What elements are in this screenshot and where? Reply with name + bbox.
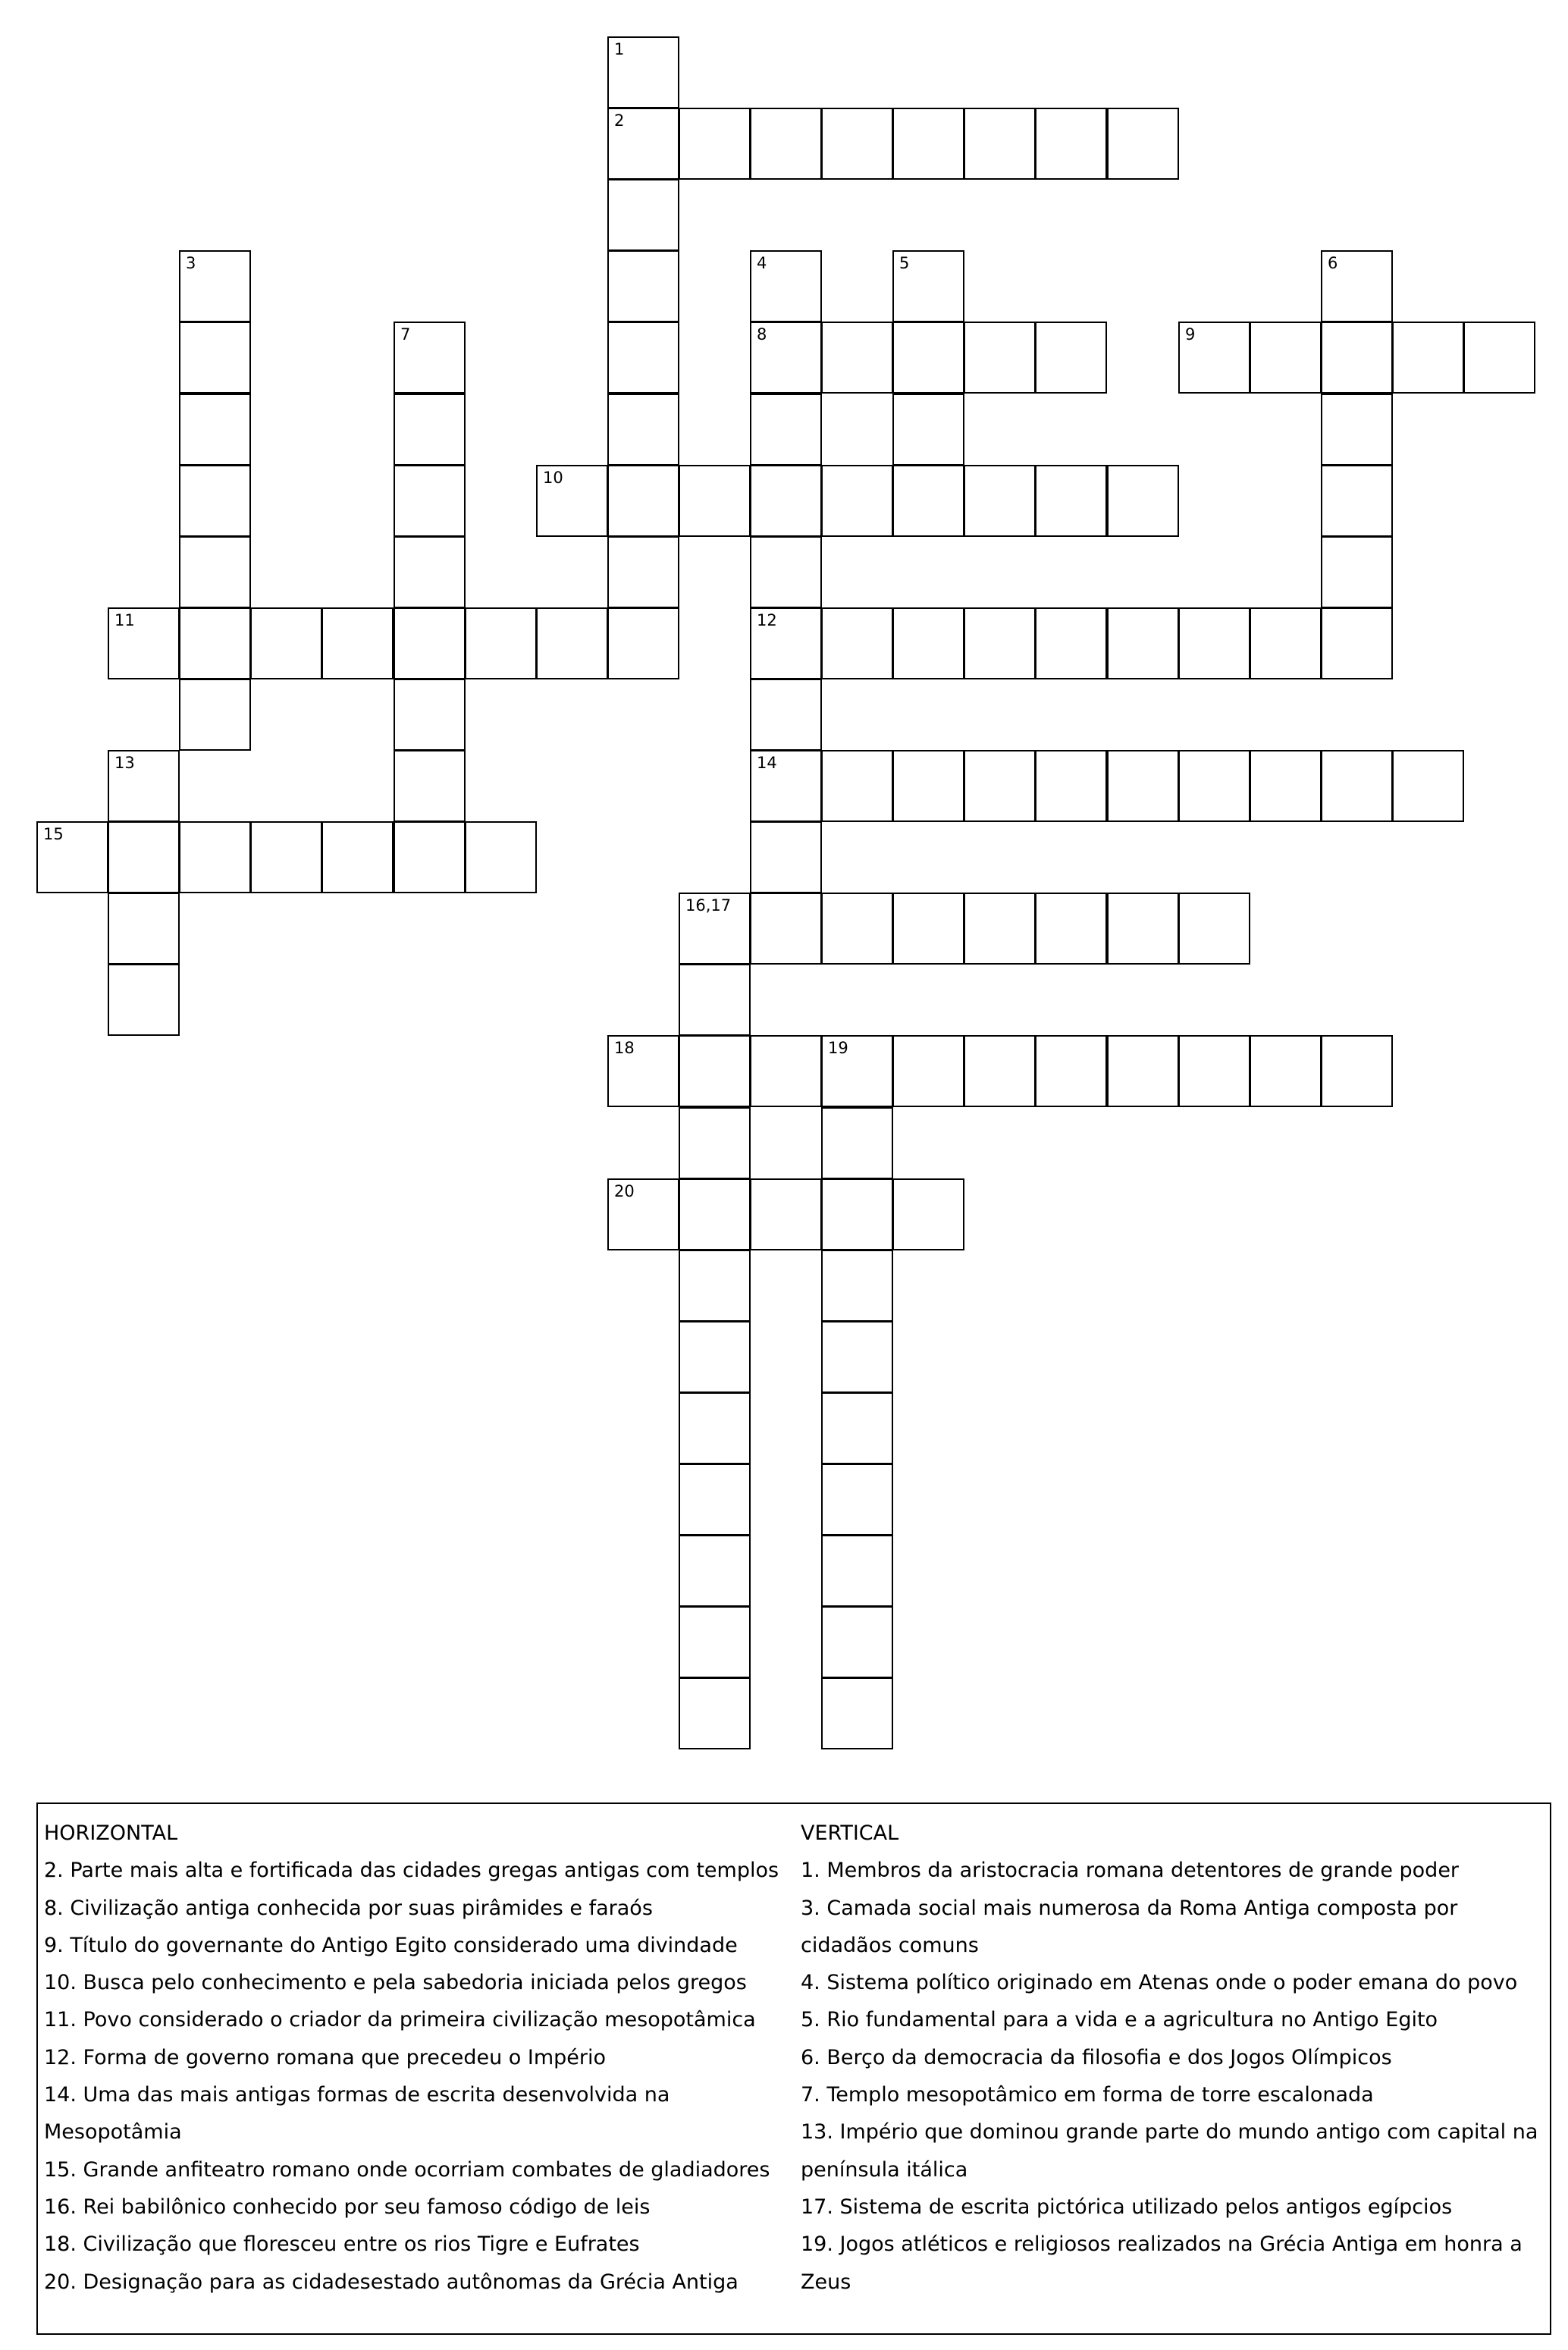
grid-cell[interactable] (607, 1035, 679, 1107)
grid-cell[interactable] (679, 108, 751, 180)
grid-cell[interactable] (607, 607, 679, 679)
grid-cell[interactable] (964, 322, 1036, 394)
grid-cell[interactable] (108, 893, 180, 965)
grid-cell[interactable] (679, 1677, 751, 1749)
grid-cell[interactable] (892, 465, 964, 537)
grid-cell[interactable] (821, 607, 893, 679)
clue-down-19: 19. Jogos atléticos e religiosos realizados na Grécia Antiga em honra a Zeus (801, 2232, 1523, 2294)
grid-cell[interactable] (250, 821, 322, 893)
grid-cell[interactable] (179, 679, 251, 751)
grid-cell[interactable] (892, 250, 964, 322)
clue-down-5: 5. Rio fundamental para a vida e a agricultura no Antigo Egito (801, 2008, 1438, 2032)
grid-cell[interactable] (1035, 322, 1107, 394)
grid-cell[interactable] (1321, 607, 1393, 679)
grid-cell[interactable] (964, 750, 1036, 822)
grid-cell[interactable] (892, 750, 964, 822)
clues-box (36, 1803, 1551, 2335)
clue-across-20: 20. Designação para as cidadesestado autônomas da Grécia Antiga (44, 2270, 739, 2294)
horizontal-clues (44, 1815, 802, 2301)
clue-across-10: 10. Busca pelo conhecimento e pela sabedoria iniciada pelos gregos (44, 1971, 747, 1995)
grid-cell[interactable] (108, 821, 180, 893)
grid-cell[interactable] (607, 250, 679, 322)
clue-number: 7 (400, 325, 411, 344)
clue-across-9: 9. Título do governante do Antigo Egito considerado uma divindade (44, 1933, 738, 1957)
grid-cell[interactable] (679, 964, 751, 1036)
grid-cell[interactable] (964, 108, 1036, 180)
grid-cell[interactable] (179, 322, 251, 394)
clue-down-3: 3. Camada social mais numerosa da Roma Antiga composta por cidadãos comuns (801, 1896, 1458, 1957)
grid-cell[interactable] (1107, 750, 1179, 822)
grid-cell[interactable] (394, 322, 466, 394)
grid-cell[interactable] (821, 1677, 893, 1749)
grid-cell[interactable] (1321, 250, 1393, 322)
grid-cell[interactable] (465, 821, 537, 893)
clue-number: 13 (114, 754, 135, 772)
grid-cell[interactable] (394, 821, 466, 893)
vertical-heading: VERTICAL (801, 1821, 899, 1845)
grid-cell[interactable] (892, 607, 964, 679)
clue-number: 6 (1328, 254, 1338, 272)
clue-down-6: 6. Berço da democracia da filosofia e dos Jogos Olímpicos (801, 2045, 1392, 2069)
grid-cell[interactable] (1321, 1035, 1393, 1107)
grid-cell[interactable] (536, 465, 608, 537)
grid-cell[interactable] (607, 536, 679, 608)
clue-across-16: 16. Rei babilônico conhecido por seu famoso código de leis (44, 2195, 651, 2219)
grid-cell[interactable] (821, 1035, 893, 1107)
grid-cell[interactable] (108, 750, 180, 822)
clue-down-13: 13. Império que dominou grande parte do mundo antigo com capital na península itálica (801, 2120, 1538, 2182)
grid-cell[interactable] (750, 465, 822, 537)
clue-number: 19 (828, 1039, 848, 1057)
grid-cell[interactable] (394, 750, 466, 822)
clue-across-2: 2. Parte mais alta e fortificada das cidades gregas antigas com templos (44, 1859, 779, 1883)
grid-cell[interactable] (465, 607, 537, 679)
grid-cell[interactable] (892, 1035, 964, 1107)
clue-across-14: 14. Uma das mais antigas formas de escrita desenvolvida na Mesopotâmia (44, 2083, 670, 2144)
grid-cell[interactable] (250, 607, 322, 679)
grid-cell[interactable] (821, 1606, 893, 1678)
grid-cell[interactable] (679, 1107, 751, 1179)
grid-cell[interactable] (750, 893, 822, 965)
grid-cell[interactable] (179, 250, 251, 322)
grid-cell[interactable] (607, 179, 679, 251)
grid-cell[interactable] (750, 536, 822, 608)
grid-cell[interactable] (108, 607, 180, 679)
grid-cell[interactable] (964, 465, 1036, 537)
grid-cell[interactable] (1107, 893, 1179, 965)
clue-down-1: 1. Membros da aristocracia romana detentores de grande poder (801, 1859, 1460, 1883)
grid-cell[interactable] (1321, 536, 1393, 608)
clue-number: 10 (543, 469, 563, 487)
grid-cell[interactable] (750, 394, 822, 466)
grid-cell[interactable] (179, 536, 251, 608)
clue-number: 9 (1185, 325, 1196, 344)
grid-cell[interactable] (821, 1250, 893, 1322)
grid-cell[interactable] (394, 536, 466, 608)
clue-number: 11 (114, 611, 135, 629)
grid-cell[interactable] (394, 465, 466, 537)
grid-cell[interactable] (821, 1321, 893, 1393)
grid-cell[interactable] (679, 1606, 751, 1678)
grid-cell[interactable] (1250, 1035, 1322, 1107)
grid-cell[interactable] (108, 964, 180, 1036)
clue-number: 4 (757, 254, 767, 272)
grid-cell[interactable] (679, 1321, 751, 1393)
grid-cell[interactable] (1107, 1035, 1179, 1107)
grid-cell[interactable] (750, 750, 822, 822)
clue-down-17: 17. Sistema de escrita pictórica utilizado pelos antigos egípcios (801, 2195, 1453, 2219)
grid-cell[interactable] (821, 322, 893, 394)
clue-across-12: 12. Forma de governo romana que precedeu o Império (44, 2045, 607, 2069)
clue-number: 12 (757, 611, 777, 629)
grid-cell[interactable] (679, 1178, 751, 1250)
grid-cell[interactable] (821, 1464, 893, 1536)
grid-cell[interactable] (679, 1464, 751, 1536)
clue-number: 3 (186, 254, 196, 272)
grid-cell[interactable] (821, 750, 893, 822)
grid-cell[interactable] (892, 893, 964, 965)
grid-cell[interactable] (607, 36, 679, 108)
grid-cell[interactable] (679, 465, 751, 537)
clue-across-11: 11. Povo considerado o criador da primeira civilização mesopotâmica (44, 2008, 756, 2032)
grid-cell[interactable] (1321, 465, 1393, 537)
grid-cell[interactable] (750, 607, 822, 679)
grid-cell[interactable] (607, 465, 679, 537)
grid-cell[interactable] (607, 394, 679, 466)
grid-cell[interactable] (1107, 607, 1179, 679)
grid-cell[interactable] (536, 607, 608, 679)
grid-cell[interactable] (750, 821, 822, 893)
grid-cell[interactable] (607, 108, 679, 180)
grid-cell[interactable] (1178, 1035, 1250, 1107)
grid-cell[interactable] (750, 679, 822, 751)
grid-cell[interactable] (394, 394, 466, 466)
grid-cell[interactable] (179, 821, 251, 893)
grid-cell[interactable] (1250, 607, 1322, 679)
grid-cell[interactable] (394, 679, 466, 751)
grid-cell[interactable] (750, 1178, 822, 1250)
grid-cell[interactable] (1035, 108, 1107, 180)
grid-cell[interactable] (1178, 322, 1250, 394)
grid-cell[interactable] (1035, 607, 1107, 679)
grid-cell[interactable] (892, 1178, 964, 1250)
vertical-clues (801, 1815, 1548, 2301)
grid-cell[interactable] (750, 322, 822, 394)
grid-cell[interactable] (1250, 322, 1322, 394)
grid-cell[interactable] (964, 1035, 1036, 1107)
grid-cell[interactable] (1035, 1035, 1107, 1107)
grid-cell[interactable] (1107, 108, 1179, 180)
clue-across-15: 15. Grande anfiteatro romano onde ocorriam combates de gladiadores (44, 2157, 770, 2182)
grid-cell[interactable] (679, 1535, 751, 1607)
grid-cell[interactable] (892, 108, 964, 180)
grid-cell[interactable] (750, 250, 822, 322)
grid-cell[interactable] (821, 1178, 893, 1250)
clue-number: 2 (614, 111, 625, 130)
horizontal-heading: HORIZONTAL (44, 1821, 178, 1845)
grid-cell[interactable] (1321, 394, 1393, 466)
grid-cell[interactable] (679, 1035, 751, 1107)
grid-cell[interactable] (1321, 322, 1393, 394)
grid-cell[interactable] (179, 607, 251, 679)
grid-cell[interactable] (892, 394, 964, 466)
clue-number: 14 (757, 754, 777, 772)
grid-cell[interactable] (179, 465, 251, 537)
grid-cell[interactable] (750, 1035, 822, 1107)
grid-cell[interactable] (1392, 750, 1464, 822)
grid-cell[interactable] (892, 322, 964, 394)
grid-cell[interactable] (821, 1535, 893, 1607)
grid-cell[interactable] (964, 893, 1036, 965)
grid-cell[interactable] (321, 821, 394, 893)
grid-cell[interactable] (679, 1250, 751, 1322)
grid-cell[interactable] (607, 322, 679, 394)
grid-cell[interactable] (1178, 893, 1250, 965)
grid-cell[interactable] (1321, 750, 1393, 822)
clue-down-4: 4. Sistema político originado em Atenas onde o poder emana do povo (801, 1971, 1518, 1995)
grid-cell[interactable] (821, 465, 893, 537)
clue-across-18: 18. Civilização que floresceu entre os rios Tigre e Eufrates (44, 2232, 640, 2257)
grid-cell[interactable] (394, 607, 466, 679)
clue-across-8: 8. Civilização antiga conhecida por suas pirâmides e faraós (44, 1896, 653, 1920)
grid-cell[interactable] (607, 1178, 679, 1250)
clue-number: 20 (614, 1182, 635, 1200)
grid-cell[interactable] (1250, 750, 1322, 822)
clue-number: 8 (757, 325, 767, 344)
clue-down-7: 7. Templo mesopotâmico em forma de torre escalonada (801, 2083, 1374, 2107)
grid-cell[interactable] (179, 394, 251, 466)
grid-cell[interactable] (1035, 750, 1107, 822)
clue-number: 5 (899, 254, 910, 272)
grid-cell[interactable] (1035, 465, 1107, 537)
grid-cell[interactable] (679, 893, 751, 965)
grid-cell[interactable] (36, 821, 108, 893)
grid-cell[interactable] (321, 607, 394, 679)
clue-number: 18 (614, 1039, 635, 1057)
clue-number: 16,17 (685, 896, 732, 915)
grid-cell[interactable] (821, 1392, 893, 1464)
grid-cell[interactable] (1463, 322, 1535, 394)
grid-cell[interactable] (821, 1107, 893, 1179)
grid-cell[interactable] (750, 108, 822, 180)
grid-cell[interactable] (1392, 322, 1464, 394)
clue-number: 1 (614, 40, 625, 58)
grid-cell[interactable] (964, 607, 1036, 679)
grid-cell[interactable] (821, 893, 893, 965)
grid-cell[interactable] (1178, 607, 1250, 679)
grid-cell[interactable] (1035, 893, 1107, 965)
grid-cell[interactable] (1178, 750, 1250, 822)
grid-cell[interactable] (679, 1392, 751, 1464)
grid-cell[interactable] (821, 108, 893, 180)
grid-cell[interactable] (1107, 465, 1179, 537)
clue-number: 15 (43, 825, 64, 843)
